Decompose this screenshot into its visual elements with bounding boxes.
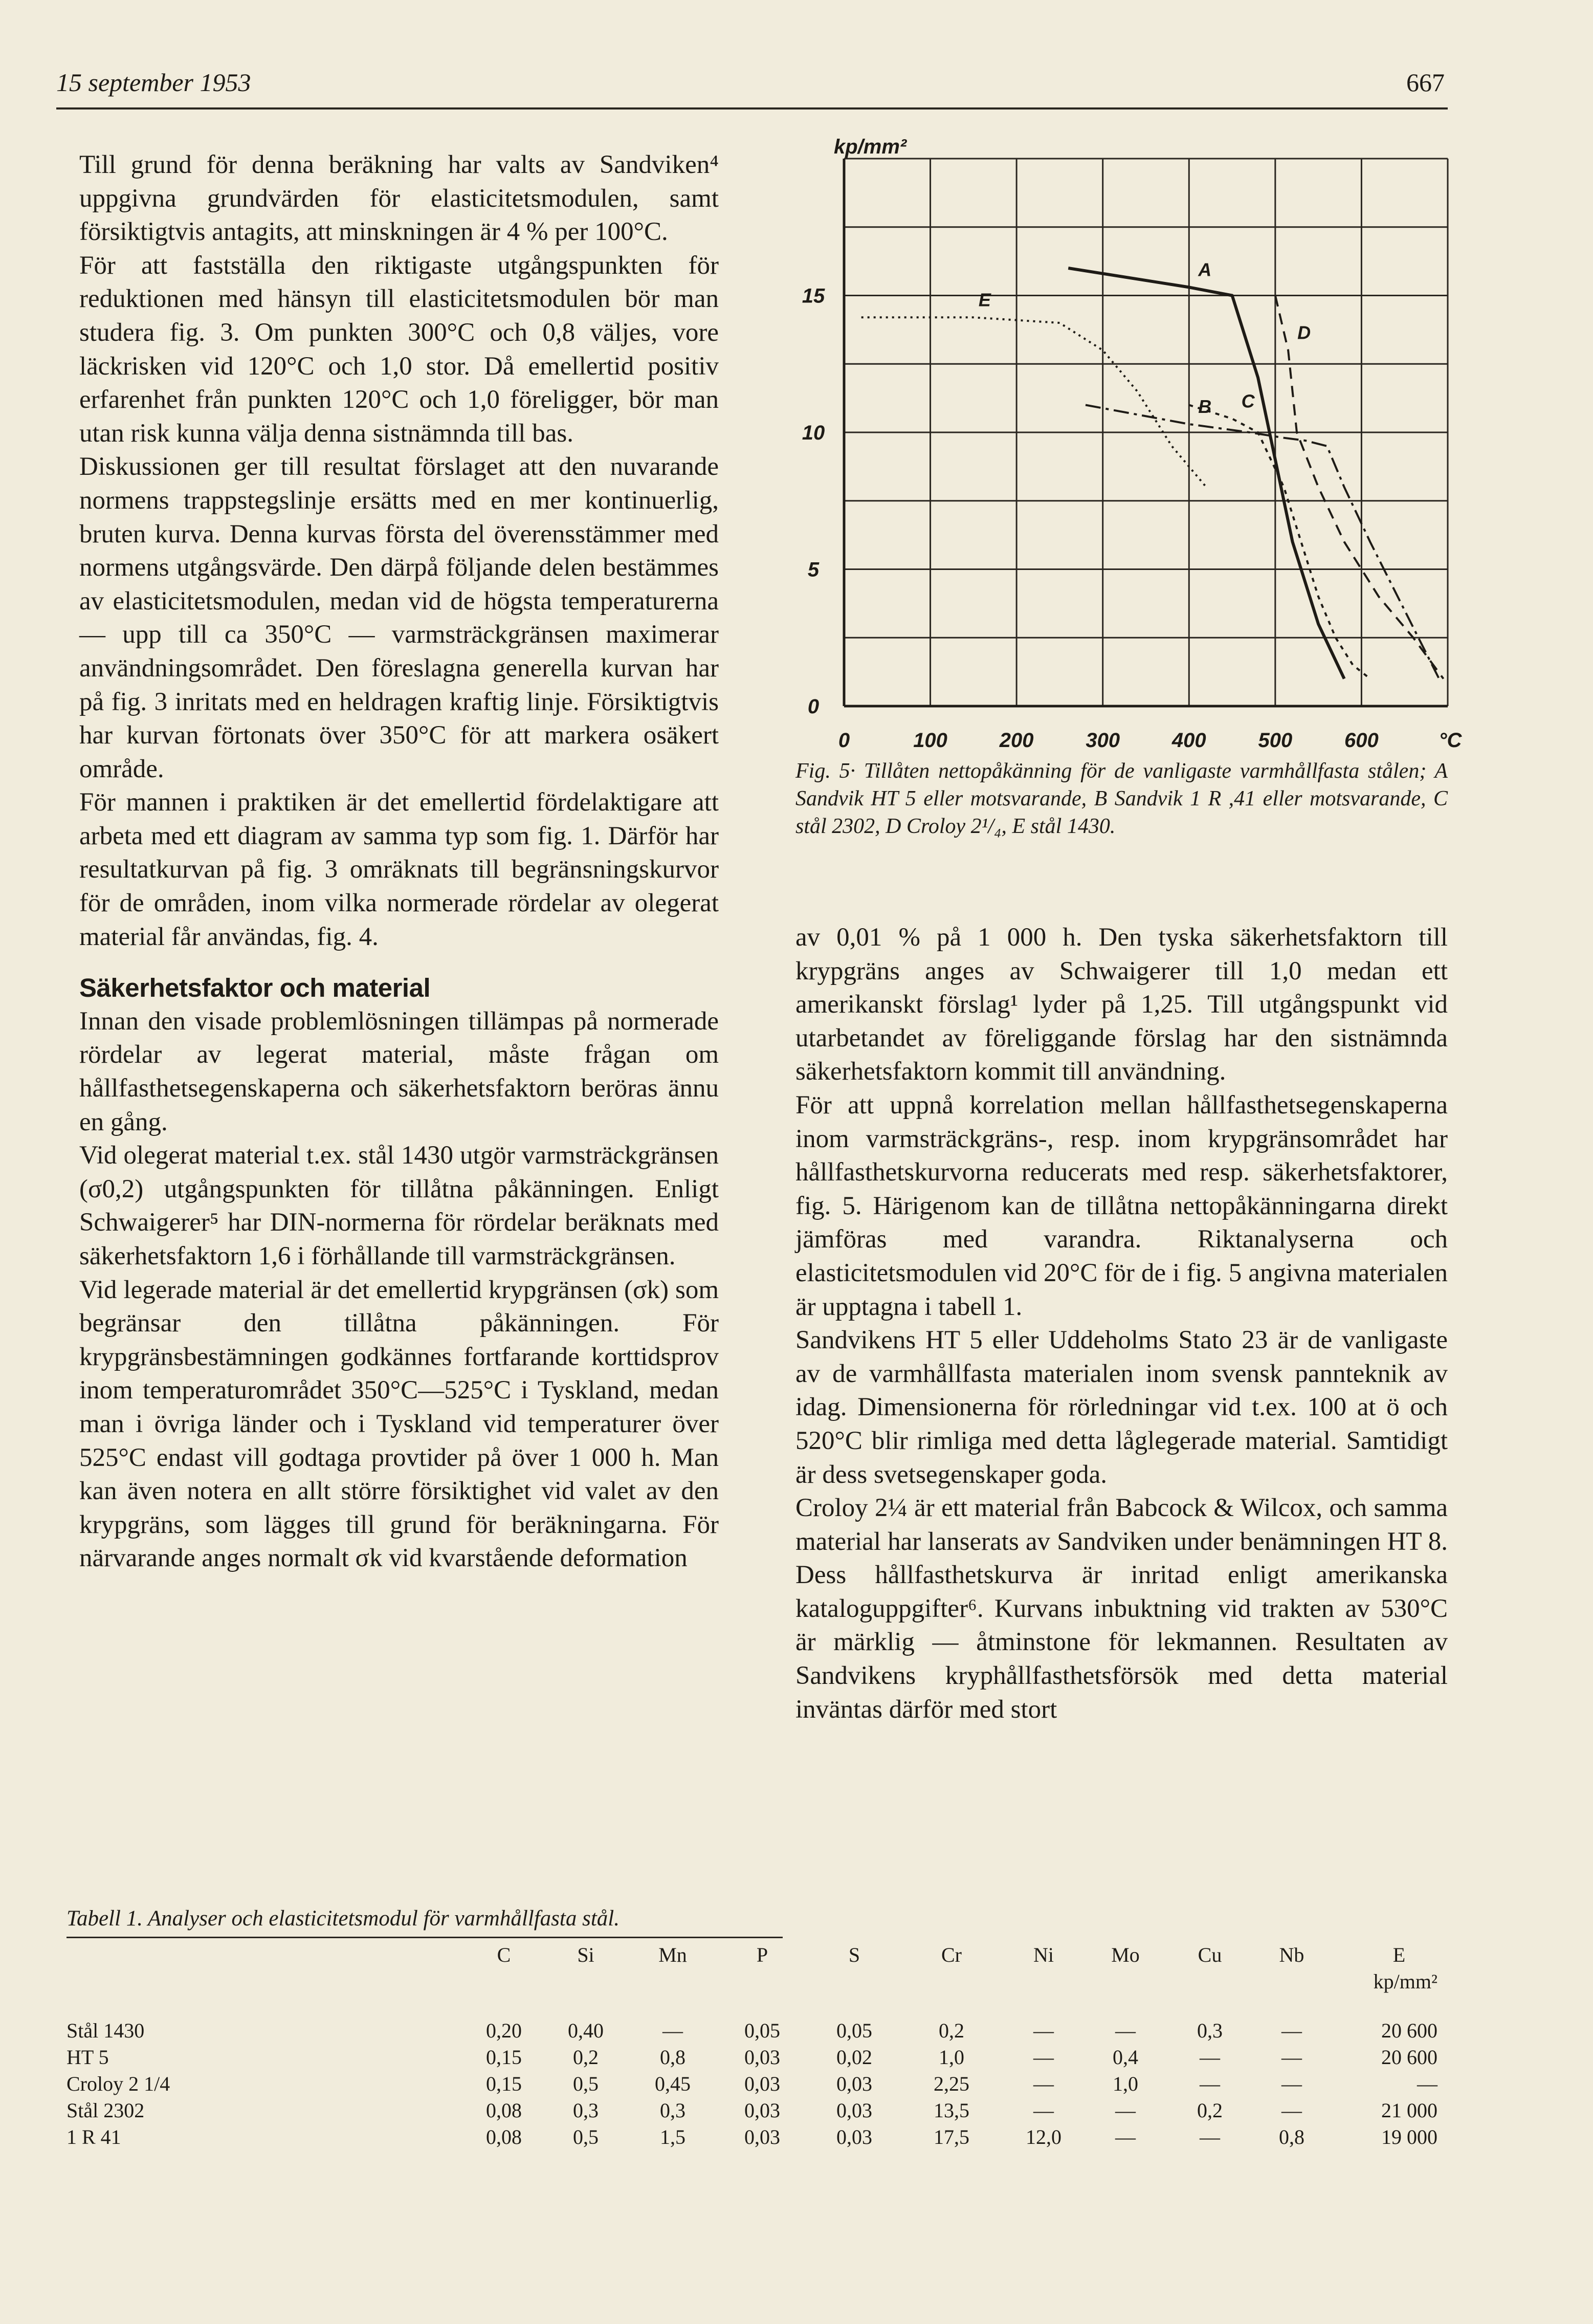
table-cell: 0,45 [655,2072,691,2095]
table-cell: — [1417,2072,1437,2095]
x-tick-label: 100 [913,729,947,752]
paragraph: Sandvikens HT 5 eller Uddeholms Stato 23 är de vanligaste av de varmhållfasta materialen inom svensk pannteknik av idag. Dimensionerna för rörledningar vid t.ex. 100 at ö och 520°C blir rimliga med detta låglegerade material. Samtidigt är dess svetsegenskaper goda. [795,1326,1448,1489]
table-cell: 0,5 [573,2072,599,2095]
table-cell: 13,5 [934,2099,969,2122]
paragraph: Diskussionen ger till resultat förslaget att den nuvarande normens trappstegslinje ersätts med en mer kontinuerlig, bruten kurva. Denna kurvas första del överensstämmer med normens utgångsvärde. Den därpå följande delen bestämmes av elasticitetsmodulen, medan vid de högsta temperaturerna — upp till ca 350°C — varmsträckgränsen maximerar användningsområdet. Den föreslagna generella kurvan har på fig. 3 inritats med en heldragen kraftig linje. Försiktigtvis har kurvan förtonats över 350°C för att markera osäkert område. [79,452,719,783]
table-cell: 0,20 [486,2019,522,2042]
table-cell: — [1115,2125,1136,2148]
table-header-cell: Mn [658,1943,687,1966]
table-header-cell: Mo [1111,1943,1140,1966]
table-cell: 0,03 [744,2099,780,2122]
table-cell: 1,0 [1113,2072,1138,2095]
paragraph: Innan den visade problemlösningen tillämpas på normerade rördelar av legerat material, måste frågan om hållfasthetsegenskaperna och säkerhetsfaktorn beröras ännu en gång. [79,1006,719,1136]
chart-series [861,268,1444,679]
y-tick-label: 5 [807,558,820,581]
table-row [67,1995,1437,2044]
table-header-cell-e [1330,1942,1437,1995]
table-cell: 21 000 [1381,2099,1437,2122]
table-row [67,2071,1437,2097]
table-cell: 20 600 [1381,2046,1437,2069]
table-cell: 0,05 [744,2019,780,2042]
table-cell: 2,25 [934,2072,969,2095]
x-tick-label: 300 [1086,729,1120,752]
table-cell: 0,03 [744,2072,780,2095]
chart-grid [844,159,1448,706]
series-label-a: A [1198,259,1212,280]
table-cell: — [1200,2046,1220,2069]
series-label-b: B [1198,396,1212,417]
table-cell: 0,8 [1279,2125,1304,2148]
table-cell: — [1281,2019,1302,2042]
table-cell: 0,05 [836,2019,872,2042]
table-rule [67,1937,783,1938]
paragraph: Till grund för denna beräkning har valts av Sandviken⁴ uppgivna grundvärden för elasticitetsmodulen, samt försiktigtvis antagits, att minskningen är 4 % per 100°C. [79,150,719,247]
table-header-cell: Cu [1198,1943,1222,1966]
paragraph: För att fastställa den riktigaste utgångspunkten för reduktionen med hänsyn till elasticitetsmodulen bör man studera fig. 3. Om punkten 300°C och 0,8 väljes, vore läckrisken vid 120°C och 1,0 stor. Då emellertid positiv erfarenhet från punkten 120°C och 1,0 föreligger, bör man utan risk kunna välja denna sistnämnda till bas. [79,251,719,448]
x-unit-label: °C [1439,729,1462,752]
table-cell: 0,40 [568,2019,604,2042]
table-row [67,2097,1437,2124]
table-row [67,2044,1437,2071]
paragraph: Vid legerade material är det emellertid krypgränsen (σk) som begränsar den tillåtna påkänningen. För krypgränsbestämningen godkännes fortfarande korttidsprov inom temperaturområdet 350°C—525°C i Tyskland, medan man i övriga länder och i Tyskland vid temperaturer över 525°C endast vill godtaga provtider på över 1 000 h. Man kan även notera en allt större försiktighet vid valet av den krypgräns, som lägges till grund för beräkningarna. För närvarande anges normalt σk vid kvarstående deformation [79,1275,719,1573]
figure-caption: Fig. 5· Tillåten nettopåkänning för de vanligaste varmhållfasta stålen; A Sandvik HT 5 eller motsvarande, B Sandvik 1 R ,41 eller motsvarande, C stål 2302, D Croloy 2¹/₄, E stål 1430. [795,759,1448,838]
x-tick-label: 400 [1171,729,1206,752]
table-header-cell: P [756,1943,768,1966]
y-tick-label: 0 [807,695,820,718]
table-header-cell: Si [577,1943,594,1966]
table-header-cell: C [497,1943,511,1966]
table-cell: 0,03 [836,2125,872,2148]
e-unit: kp/mm² [1373,1970,1437,1993]
table-cell: 0,08 [486,2099,522,2122]
paragraph: Vid olegerat material t.ex. stål 1430 utgör varmsträckgränsen (σ0,2) utgångspunkten för tillåtna påkänningen. Enligt Schwaigerer⁵ har DIN-normerna för rördelar beräknats med säkerhetsfaktorn 1,6 i förhållande till varmsträckgränsen. [79,1141,719,1270]
x-tick-label: 600 [1344,729,1379,752]
analysis-table [67,1942,1437,2151]
table-cell: — [662,2019,683,2042]
table-cell: — [1281,2046,1302,2069]
table-cell: 19 000 [1381,2125,1437,2148]
table-header-cell: S [848,1943,860,1966]
table-cell: — [1281,2099,1302,2122]
table-caption: Tabell 1. Analyser och elasticitetsmodul för varmhållfasta stål. [67,1906,620,1931]
table-cell: 1,0 [939,2046,964,2069]
row-material-name: Stål 2302 [67,2099,145,2122]
table-header-cell: Ni [1033,1943,1054,1966]
paragraph: För mannen i praktiken är det emellertid fördelaktigare att arbeta med ett diagram av samma typ som fig. 1. Därför har resultatkurvan på fig. 3 omräknats till begränsningskurvor för de områden, inom vilka normerade rördelar av olegerat material får användas, fig. 4. [79,788,719,951]
table-cell: 0,08 [486,2125,522,2148]
paragraph: Croloy 2¼ är ett material från Babcock & Wilcox, och samma material har lanserats av Sandviken under benämningen HT 8. Dess hållfasthetskurva är inritad enligt amerikanska kataloguppgifter⁶. Kurvans inbuktning vid trakten av 530°C är märklig — åtminstone för lekmannen. Resultaten av Sandvikens kryphållfasthetsförsök med detta material inväntas därför med stort [795,1494,1448,1724]
table-header-cell: Cr [941,1943,962,1966]
x-tick-label: 200 [999,729,1034,752]
table-cell: — [1115,2019,1136,2042]
series-line-e [861,317,1206,487]
series-label-e: E [978,289,991,311]
row-material-name: 1 R 41 [67,2125,121,2148]
table-cell: 0,03 [744,2125,780,2148]
paragraph: För att uppnå korrelation mellan hållfasthetsegenskaperna inom varmsträckgräns-, resp. inom krypgränsområdet har hållfasthetskurvorna reducerats med resp. säkerhetsfaktorer, fig. 5. Härigenom kan de tillåtna nettopåkänningarna direkt jämföras med varandra. Riktanalyserna och elasticitetsmodulen vid 20°C för de i fig. 5 angivna materialen är upptagna i tabell 1. [795,1090,1448,1321]
x-tick-label: 500 [1258,729,1293,752]
series-label-d: D [1297,322,1311,343]
table-cell: 0,8 [660,2046,685,2069]
table-cell: 0,2 [573,2046,599,2069]
left-column [79,148,719,1575]
table-cell: — [1200,2125,1220,2148]
table-cell: 0,3 [573,2099,599,2122]
table-cell: 0,02 [836,2046,872,2069]
table-cell: 12,0 [1026,2125,1061,2148]
e-symbol: E [1392,1943,1406,1966]
table-cell: 0,03 [744,2046,780,2069]
table-header-row [67,1942,1437,1995]
figure-5-chart [788,128,1462,752]
header-rule [56,107,1448,109]
table-cell: — [1033,2019,1054,2042]
table-cell: 0,2 [1197,2099,1223,2122]
table-cell: 1,5 [660,2125,685,2148]
page-number: 667 [1406,68,1445,97]
x-tick-label: 0 [838,729,850,752]
table-cell: 0,3 [1197,2019,1223,2042]
table-cell: — [1033,2072,1054,2095]
row-material-name: HT 5 [67,2046,109,2069]
table-cell: 0,3 [660,2099,685,2122]
series-label-c: C [1241,390,1255,412]
y-unit-label: kp/mm² [834,136,907,158]
table-cell: — [1033,2099,1054,2122]
table-cell: 0,15 [486,2046,522,2069]
table-cell: 20 600 [1381,2019,1437,2042]
table-cell: 0,03 [836,2072,872,2095]
table-cell: — [1115,2099,1136,2122]
row-material-name: Croloy 2 1/4 [67,2072,170,2095]
paragraph: av 0,01 % på 1 000 h. Den tyska säkerhetsfaktorn till krypgräns anges av Schwaigerer till 1,0 medan ett amerikanskt förslag¹ lyder på 1,25. Till utgångspunkt vid utarbetandet av föreliggande förslag har den sistnämnda säkerhetsfaktorn kommit till användning. [795,923,1448,1086]
table-header-cell [67,1942,466,1995]
right-column [795,921,1448,1726]
table-cell: 0,15 [486,2072,522,2095]
table-cell: 0,2 [939,2019,964,2042]
table-cell: 0,03 [836,2099,872,2122]
y-tick-label: 15 [802,284,825,308]
table-cell: 0,5 [573,2125,599,2148]
table-header-cell: Nb [1279,1943,1304,1966]
row-material-name: Stål 1430 [67,2019,145,2042]
table-cell: 0,4 [1113,2046,1138,2069]
section-heading: Säkerhetsfaktor och material [79,973,431,1003]
table-cell: — [1033,2046,1054,2069]
chart-ticks [802,136,1463,752]
table-cell: — [1281,2072,1302,2095]
running-header-date: 15 september 1953 [56,68,251,97]
table-row [67,2124,1437,2151]
series-line-d [1275,296,1444,679]
y-tick-label: 10 [802,422,825,444]
table-cell: — [1200,2072,1220,2095]
table-cell: 17,5 [934,2125,969,2148]
